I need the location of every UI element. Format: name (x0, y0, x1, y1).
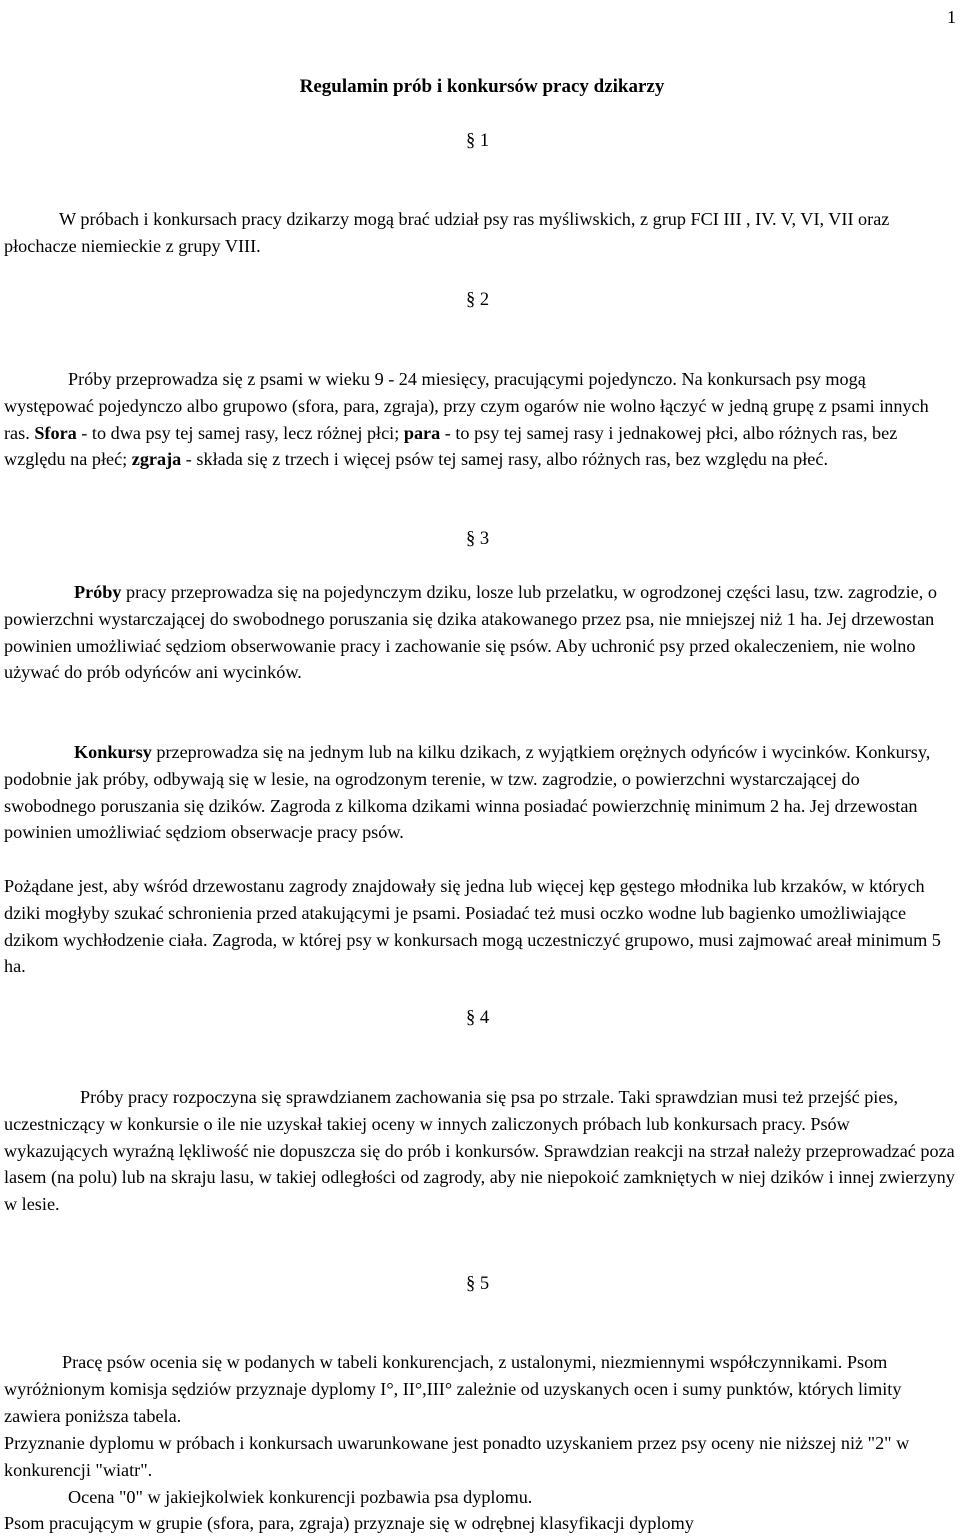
section-2-paragraph (4, 366, 956, 473)
section-1-paragraph: W próbach i konkursach pracy dzikarzy mogą brać udział psy ras myśliwskich, z grup FCI III , IV. V, VI, VII oraz płochacze niemieckie z grupy VIII. (4, 209, 890, 256)
section-5-paragraph-3: Ocena "0" w jakiejkolwiek konkurencji pozbawia psa dyplomu. (68, 1487, 533, 1507)
section-3-paragraph-1-text: pracy przeprowadza się na pojedynczym dziku, losze lub przelatku, w ogrodzonej części lasu, tzw. zagrodzie, o powierzchni wystarczającej do swobodnego poruszania się dzika atakowanego przez psa, nie mniejszej niż 1 ha. Jej drzewostan powinien umożliwiać sędziom obserwowanie pracy i zachowanie się psów. Aby uchronić psy przed okaleczeniem, nie wolno używać do prób odyńców ani wycinków. (4, 582, 937, 683)
section-2-text-4: - składa się z trzech i więcej psów tej samej rasy, albo różnych ras, bez względu na płeć. (181, 449, 828, 470)
section-3-paragraph-2 (4, 739, 956, 846)
term-proby: Próby (74, 582, 122, 602)
section-mark-1: § 1 (466, 131, 490, 151)
term-para: para (403, 422, 441, 443)
section-3-paragraph-3: Pożądane jest, aby wśród drzewostanu zagrody znajdowały się jedna lub więcej kęp gęstego młodnika lub krzaków, w których dziki mogłyby szukać schronienia przed atakującymi je psami. Posiadać też musi oczko wodne lub bagienko umożliwiające dzikom wychłodzenie ciała. Zagroda, w której psy w konkursach mogą uczestniczyć grupowo, musi zajmować areał minimum 5 ha. (4, 876, 941, 977)
section-3-paragraph-2-text: przeprowadza się na jednym lub na kilku dzikach, z wyjątkiem orężnych odyńców i wycinków. Konkursy, podobnie jak próby, odbywają się w lesie, na ogrodzonym terenie, w tzw. zagrodzie, o powierzchni wystarczającej do swobodnego poruszania się dzików. Zagroda z kilkoma dzikami winna posiadać powierzchnię minimum 2 ha. Jej drzewostan powinien umożliwiać sędziom obserwacje pracy psów. (4, 742, 931, 843)
section-5-paragraph-2: Przyznanie dyplomu w próbach i konkursach uwarunkowane jest ponadto uzyskaniem przez psy oceny nie niższej niż "2" w konkurencji "wiatr". (4, 1433, 910, 1480)
page-number: 1 (947, 7, 956, 27)
section-2-text-1: Próby przeprowadza się z psami w wieku 9 - 24 miesięcy, pracującymi pojedynczo. Na konkursach psy mogą występować pojedynczo albo grupowo (sfora, para, zgraja), przy czym ogarów nie wolno łączyć w jedną grupę z psami innych ras. (4, 369, 929, 443)
section-3-paragraph-1 (4, 579, 956, 686)
term-zgraja: zgraja (131, 449, 182, 470)
section-5-paragraph-1: Pracę psów ocenia się w podanych w tabeli konkurencjach, z ustalonymi, niezmiennymi współczynnikami. Psom wyróżnionym komisja sędziów przyznaje dyplomy I°, II°,III° zależnie od uzyskanych ocen i sumy punktów, których limity zawiera poniższa tabela. (4, 1352, 902, 1426)
section-5-paragraph-4: Psom pracującym w grupie (sfora, para, zgraja) przyznaje się w odrębnej klasyfikacji dyplomy (4, 1513, 694, 1533)
document-title: Regulamin prób i konkursów pracy dzikarzy (299, 76, 665, 97)
section-mark-4: § 4 (466, 1008, 490, 1028)
section-mark-5: § 5 (466, 1274, 490, 1294)
section-mark-2: § 2 (466, 290, 490, 310)
term-sfora: Sfora (34, 422, 77, 443)
section-mark-3: § 3 (466, 529, 490, 549)
section-2-text-2: - to dwa psy tej samej rasy, lecz różnej płci; (76, 422, 404, 443)
section-2-text-3: - to psy tej samej rasy i jednakowej płci, albo różnych ras, bez względu na płeć; (4, 422, 898, 470)
section-4-paragraph: Próby pracy rozpoczyna się sprawdzianem zachowania się psa po strzale. Taki sprawdzian musi też przejść pies, uczestniczący w konkursie o ile nie uzyskał takiej oceny w innych zaliczonych próbach lub konkursach pracy. Psów wykazujących wyraźną lękliwość nie dopuszcza się do prób i konkursów. Sprawdzian reakcji na strzał należy przeprowadzać poza lasem (na polu) lub na skraju lasu, w takiej odległości od zagrody, aby nie niepokoić zamkniętych w niej dzików i innej zwierzyny w lesie. (4, 1087, 955, 1215)
term-konkursy: Konkursy (74, 742, 152, 762)
